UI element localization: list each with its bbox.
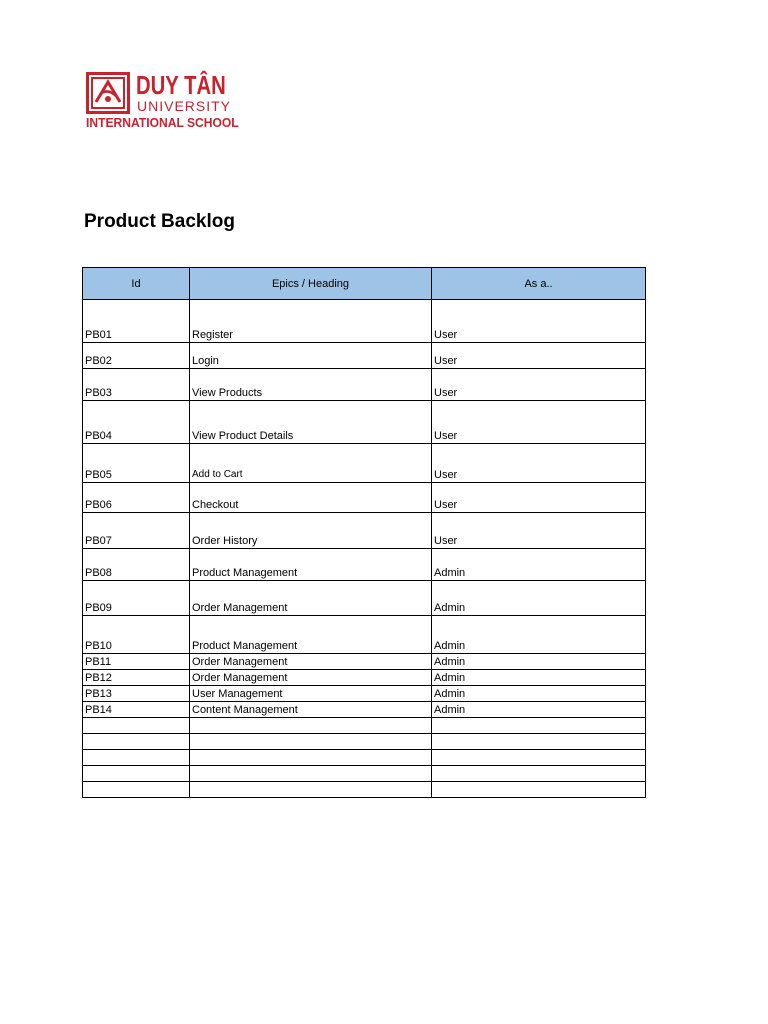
table-row-empty (83, 718, 646, 734)
cell-role: User (432, 343, 646, 369)
cell-epic: Register (190, 300, 432, 343)
table-row (83, 513, 646, 549)
table-row (83, 581, 646, 616)
cell-epic: Order Management (190, 581, 432, 616)
cell-role: User (432, 369, 646, 401)
cell-role: User (432, 401, 646, 444)
cell-role: User (432, 300, 646, 343)
cell-epic (190, 782, 432, 798)
table-row (83, 444, 646, 483)
logo-university-subtitle: UNIVERSITY (137, 98, 232, 114)
column-header-epic: Epics / Heading (190, 268, 432, 300)
cell-role: Admin (432, 654, 646, 670)
table-row-empty (83, 750, 646, 766)
cell-role: User (432, 483, 646, 513)
cell-id: PB10 (83, 616, 190, 654)
cell-id (83, 766, 190, 782)
table-row (83, 483, 646, 513)
table-row (83, 686, 646, 702)
cell-role (432, 750, 646, 766)
cell-epic: Content Management (190, 702, 432, 718)
product-backlog-table (82, 267, 646, 798)
table-row (83, 702, 646, 718)
cell-role: Admin (432, 581, 646, 616)
cell-epic: Product Management (190, 616, 432, 654)
cell-id: PB13 (83, 686, 190, 702)
table-row (83, 369, 646, 401)
cell-role: Admin (432, 686, 646, 702)
logo-university-name: DUY TÂN (136, 70, 226, 100)
logo-school-name: INTERNATIONAL SCHOOL (86, 115, 239, 130)
cell-id: PB01 (83, 300, 190, 343)
column-header-role: As a.. (432, 268, 646, 300)
university-logo (86, 72, 246, 132)
cell-role (432, 766, 646, 782)
cell-id: PB12 (83, 670, 190, 686)
cell-id: PB02 (83, 343, 190, 369)
cell-role: Admin (432, 670, 646, 686)
cell-epic: Product Management (190, 549, 432, 581)
cell-epic: Order Management (190, 670, 432, 686)
cell-id: PB07 (83, 513, 190, 549)
cell-role: Admin (432, 549, 646, 581)
table-row-empty (83, 782, 646, 798)
table-row-empty (83, 766, 646, 782)
cell-epic: User Management (190, 686, 432, 702)
page-title: Product Backlog (84, 211, 235, 232)
university-emblem-icon (86, 72, 130, 114)
cell-epic: Login (190, 343, 432, 369)
cell-id: PB14 (83, 702, 190, 718)
cell-id: PB03 (83, 369, 190, 401)
cell-role: User (432, 444, 646, 483)
table-row (83, 343, 646, 369)
cell-id: PB05 (83, 444, 190, 483)
table-row (83, 300, 646, 343)
table-row (83, 654, 646, 670)
cell-id: PB04 (83, 401, 190, 444)
cell-role (432, 734, 646, 750)
table-row (83, 616, 646, 654)
cell-id (83, 750, 190, 766)
cell-role: Admin (432, 616, 646, 654)
cell-id: PB08 (83, 549, 190, 581)
cell-id: PB09 (83, 581, 190, 616)
table-row-empty (83, 734, 646, 750)
cell-epic: View Product Details (190, 401, 432, 444)
table-row (83, 549, 646, 581)
cell-epic: Add to Cart (190, 444, 432, 483)
cell-id (83, 718, 190, 734)
cell-role (432, 718, 646, 734)
cell-role (432, 782, 646, 798)
cell-role: Admin (432, 702, 646, 718)
table-row (83, 670, 646, 686)
cell-epic (190, 734, 432, 750)
cell-id: PB06 (83, 483, 190, 513)
cell-epic: Order History (190, 513, 432, 549)
cell-epic: Checkout (190, 483, 432, 513)
table-header-row (83, 268, 646, 300)
cell-epic (190, 750, 432, 766)
cell-id (83, 782, 190, 798)
cell-epic: View Products (190, 369, 432, 401)
cell-role: User (432, 513, 646, 549)
cell-epic (190, 766, 432, 782)
cell-id: PB11 (83, 654, 190, 670)
cell-epic: Order Management (190, 654, 432, 670)
cell-id (83, 734, 190, 750)
column-header-id: Id (83, 268, 190, 300)
table-row (83, 401, 646, 444)
cell-epic (190, 718, 432, 734)
